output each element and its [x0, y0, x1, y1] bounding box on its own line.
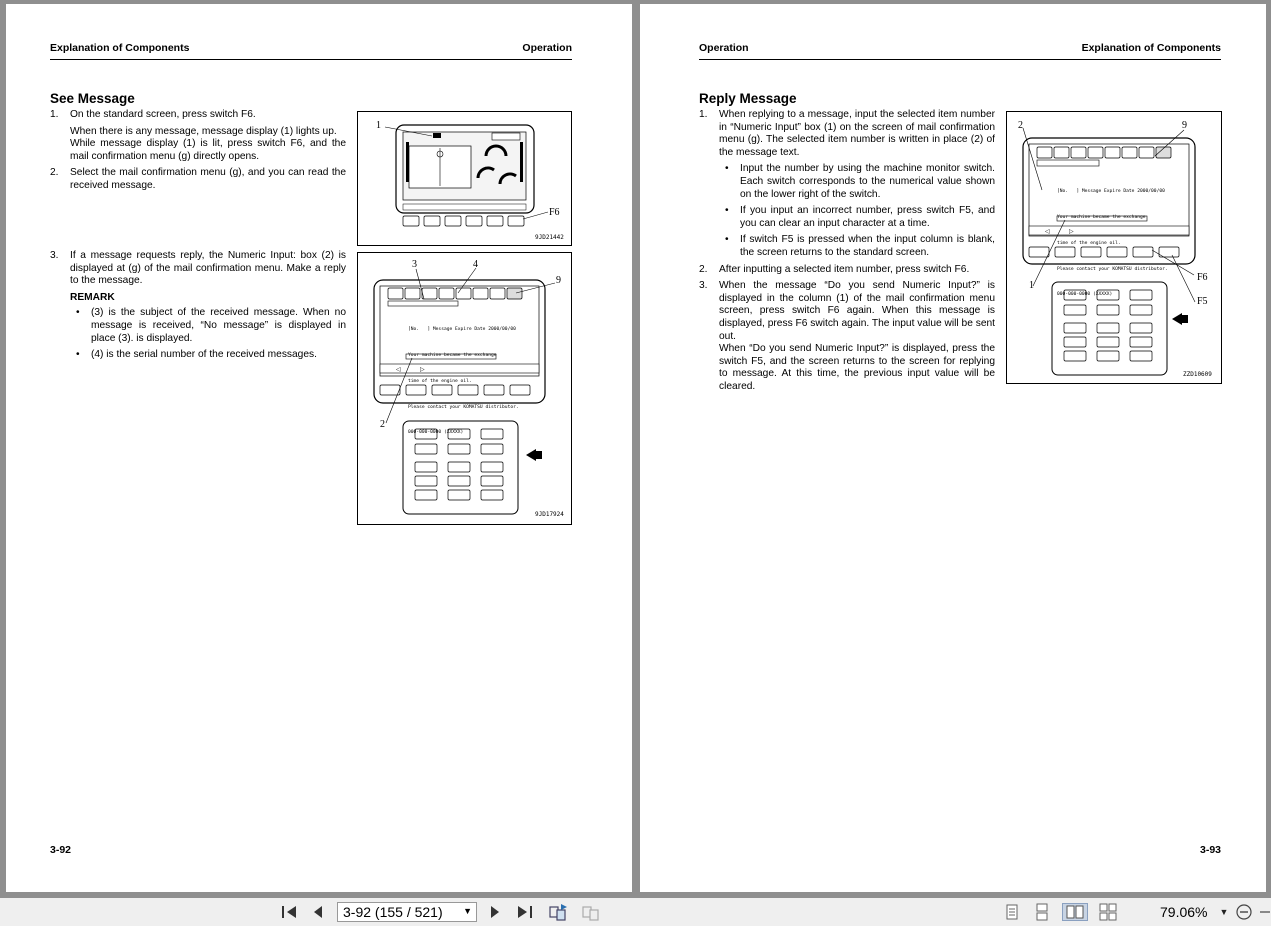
monitor-switch — [481, 490, 503, 500]
svg-text:▷: ▷ — [1069, 228, 1074, 235]
continuous-view-button[interactable] — [1032, 903, 1052, 921]
facing-view-button[interactable] — [1062, 903, 1088, 921]
step-number: 2. — [50, 167, 59, 179]
step-item — [50, 250, 346, 288]
running-header-left: Explanation of Components — [50, 42, 190, 54]
reply-bullet — [719, 205, 995, 230]
monitor-switch — [1064, 323, 1086, 333]
bullet-dot-icon: • — [725, 163, 729, 175]
callout-1: 1 — [1029, 280, 1034, 291]
step-item — [50, 138, 346, 163]
monitor-switch — [481, 476, 503, 486]
reply-bullet — [719, 163, 995, 201]
last-page-button[interactable] — [514, 903, 536, 921]
remark-bullet — [70, 307, 346, 345]
menu-tab — [473, 288, 488, 299]
section-title-reply-message: Reply Message — [699, 91, 797, 106]
running-header-right: Operation — [522, 42, 572, 54]
step-number: 1. — [50, 109, 59, 120]
monitor-switch — [1064, 337, 1086, 347]
monitor-switch — [1097, 351, 1119, 361]
bullet-text: (4) is the serial number of the received messages. — [91, 349, 317, 361]
go-forward-view-icon — [580, 903, 602, 921]
header-rule — [50, 59, 572, 60]
figure-code: ZZD10609 — [1183, 371, 1212, 378]
menu-tab — [1054, 147, 1069, 158]
monitor-switch — [448, 490, 470, 500]
go-back-view-icon — [547, 903, 569, 921]
zoom-out-icon — [1235, 903, 1253, 921]
callout-f6: F6 — [1197, 272, 1208, 283]
figure-code: 9JD17924 — [535, 511, 564, 518]
page-number: 3-92 — [50, 844, 72, 856]
step-text: Select the mail confirmation menu (g), and you can read the received message. — [70, 167, 346, 191]
bullet-text: Input the number by using the machine monitor switch. Each switch corresponds to the numerical value shown on the lower right of the switch. — [740, 163, 995, 200]
svg-text:◁: ◁ — [396, 366, 401, 373]
function-key — [1029, 247, 1049, 257]
callout-f5: F5 — [1197, 296, 1208, 307]
callout-2: 2 — [1018, 120, 1023, 131]
figure-reply-message — [1006, 111, 1222, 384]
page-selector[interactable] — [337, 902, 477, 922]
monitor-switch — [415, 490, 437, 500]
monitor-switch — [1130, 351, 1152, 361]
previous-page-button[interactable] — [308, 903, 328, 921]
zoom-level-value[interactable]: 79.06% — [1160, 904, 1208, 920]
section-title-see-message: See Message — [50, 91, 135, 106]
monitor-switch — [1064, 351, 1086, 361]
monitor-switch — [1097, 337, 1119, 347]
document-page-right — [640, 4, 1266, 892]
figure-mail-confirmation-menu — [357, 252, 572, 525]
menu-tab — [439, 288, 454, 299]
continuous-facing-view-button[interactable] — [1097, 903, 1119, 921]
screen-message-text: [No. ] Message Expire Date 2000/00/00 Your machine became the exchange time of the engine oil. Please contact your KOMATSU distributor. 000-000-0000 (XXXXX) — [1057, 189, 1168, 298]
remark-bullet — [70, 349, 346, 362]
callout-9: 9 — [1182, 120, 1187, 131]
step-item — [50, 167, 346, 192]
callout-1: 1 — [376, 120, 381, 131]
menu-tab — [507, 288, 522, 299]
menu-tab — [1037, 147, 1052, 158]
function-key — [487, 216, 503, 226]
menu-tab — [490, 288, 505, 299]
last-page-icon — [516, 904, 534, 920]
bullet-text: (3) is the subject of the received message. When no message is received, “No message” is displayed in place (3). is displayed. — [91, 307, 346, 344]
reply-steps — [50, 250, 346, 366]
document-page-left — [6, 4, 632, 892]
message-display-indicator — [433, 133, 441, 138]
page-number: 3-93 — [1199, 844, 1221, 856]
continuous-facing-icon — [1098, 903, 1118, 921]
single-page-icon — [1004, 903, 1020, 921]
first-page-icon — [280, 904, 298, 920]
menu-tab — [1122, 147, 1137, 158]
facing-pages-icon — [1065, 904, 1085, 920]
bullet-text: If switch F5 is pressed when the input column is blank, the screen returns to the standard screen. — [740, 234, 995, 258]
reply-bullet — [719, 234, 995, 259]
svg-text:▷: ▷ — [420, 366, 425, 373]
remark-bullets — [50, 307, 346, 361]
figure-monitor-standard-screen — [357, 111, 572, 246]
step-text: On the standard screen, press switch F6. — [70, 109, 256, 120]
function-key — [403, 216, 419, 226]
bullet-dot-icon: • — [725, 205, 729, 217]
monitor-switch — [415, 462, 437, 472]
step-continuation: When “Do you send Numeric Input?” is displayed, press the switch F5, and the screen returns to the screen for replying to message. At this time, the previous input value will be cleared. — [719, 343, 995, 392]
function-key — [424, 216, 440, 226]
callout-4: 4 — [473, 259, 478, 270]
function-key — [466, 216, 482, 226]
callout-2: 2 — [380, 419, 385, 430]
step-text: When replying to a message, input the selected item number in “Numeric Input” box (1) on the screen of mail confirmation menu (g). The selected item number is written in place (2) of the message text. — [719, 109, 995, 158]
next-page-icon — [488, 904, 502, 920]
next-page-button[interactable] — [485, 903, 505, 921]
header-rule — [699, 59, 1221, 60]
monitor-switch — [481, 462, 503, 472]
monitor-switch — [448, 462, 470, 472]
zoom-out-button[interactable] — [1234, 903, 1254, 921]
menu-tab — [1105, 147, 1120, 158]
reply-message-steps: 1. When replying to a message, input the selected item number in “Numeric Input” box (1) on the screen of mail confirmation menu (g). The selected item number is written in place (2) of the message text. • Input the number by using the machine monitor switch. Each switch corresponds to the numerical value shown on the lower right of the switch. • If you input an incorrect number, press switch F5, and you can clear an input character at a time. • If switch F5 is pressed when the input column is blank, the screen returns to the standard screen. 2. After inputting a selected item number, press switch F6. 3. When the message “Do you send Numeric Input?” is displayed in the column (1) of the mail confirmation menu screen, press switch F6 again. When this message is displayed, press F6 switch again. The input value will be sent out. When “Do you send Numeric Input?” is displayed, press the switch F5, and the screen returns to the screen for replying to message. At this time, the previous input value will be cleared. — [699, 109, 995, 392]
step-text: When there is any message, message display (1) lights up. — [70, 125, 337, 137]
monitor-switch — [1097, 323, 1119, 333]
screen-message-text: [No. ] Message Expire Date 2000/00/00 Your machine became the exchange time of the engine oil. Please contact your KOMATSU distributor. 000-000-0000 (XXXXX) — [408, 327, 519, 436]
single-page-view-button[interactable] — [1002, 903, 1022, 921]
see-message-steps — [50, 109, 346, 197]
bullet-dot-icon: • — [76, 349, 80, 361]
chevron-down-icon: ▼ — [463, 906, 472, 916]
function-key — [445, 216, 461, 226]
step-number: 3. — [50, 250, 59, 261]
first-page-button[interactable] — [278, 903, 300, 921]
menu-tab — [1088, 147, 1103, 158]
bullet-text: If you input an incorrect number, press switch F5, and you can clear an input character at a time. — [740, 205, 995, 229]
step-text: When the message “Do you send Numeric Input?” is displayed in the column (1) of the mail confirmation menu screen, press switch F6 again. When this message is displayed, press F6 switch again. The input value will be sent out. — [719, 280, 995, 342]
menu-tab — [422, 288, 437, 299]
callout-f6: F6 — [549, 207, 560, 218]
zoom-dropdown-chevron-down-icon[interactable]: ▼ — [1219, 907, 1229, 917]
monitor-illustration — [358, 112, 571, 245]
running-header-right: Explanation of Components — [1081, 42, 1221, 54]
menu-tab — [456, 288, 471, 299]
go-back-view-button[interactable] — [546, 903, 570, 921]
previous-page-icon — [311, 904, 325, 920]
reply-bullets — [699, 163, 995, 259]
continuous-page-icon — [1034, 903, 1050, 921]
menu-tab — [1071, 147, 1086, 158]
figure-code: 9JD21442 — [535, 234, 564, 241]
function-key — [508, 216, 524, 226]
step-text: While message display (1) is lit, press switch F6, and the mail confirmation menu (g) directly opens. — [70, 138, 346, 162]
step-item — [50, 126, 346, 139]
step-text: After inputting a selected item number, press switch F6. — [719, 263, 970, 275]
function-key — [380, 385, 400, 395]
viewer-toolbar — [0, 898, 1271, 926]
go-forward-view-button[interactable] — [579, 903, 603, 921]
remark-heading: REMARK — [70, 291, 115, 303]
menu-tab — [405, 288, 420, 299]
step-text: If a message requests reply, the Numeric Input: box (2) is displayed at (g) of the mail confirmation menu. Make a reply to the message. — [70, 250, 346, 287]
zoom-slider-icon — [1258, 904, 1270, 920]
bullet-dot-icon: • — [725, 234, 729, 246]
menu-tab — [1139, 147, 1154, 158]
svg-text:◁: ◁ — [1045, 228, 1050, 235]
monitor-switch — [415, 476, 437, 486]
monitor-switch — [448, 476, 470, 486]
running-header-left: Operation — [699, 42, 749, 54]
callout-3: 3 — [412, 259, 417, 270]
monitor-switch — [1130, 337, 1152, 347]
zoom-slider-track[interactable] — [1258, 903, 1270, 921]
page-selector-value: 3-92 (155 / 521) — [343, 904, 443, 920]
monitor-switch — [1130, 323, 1152, 333]
menu-tab — [388, 288, 403, 299]
callout-9: 9 — [556, 275, 561, 286]
bullet-dot-icon: • — [76, 307, 80, 319]
step-item — [50, 109, 346, 122]
